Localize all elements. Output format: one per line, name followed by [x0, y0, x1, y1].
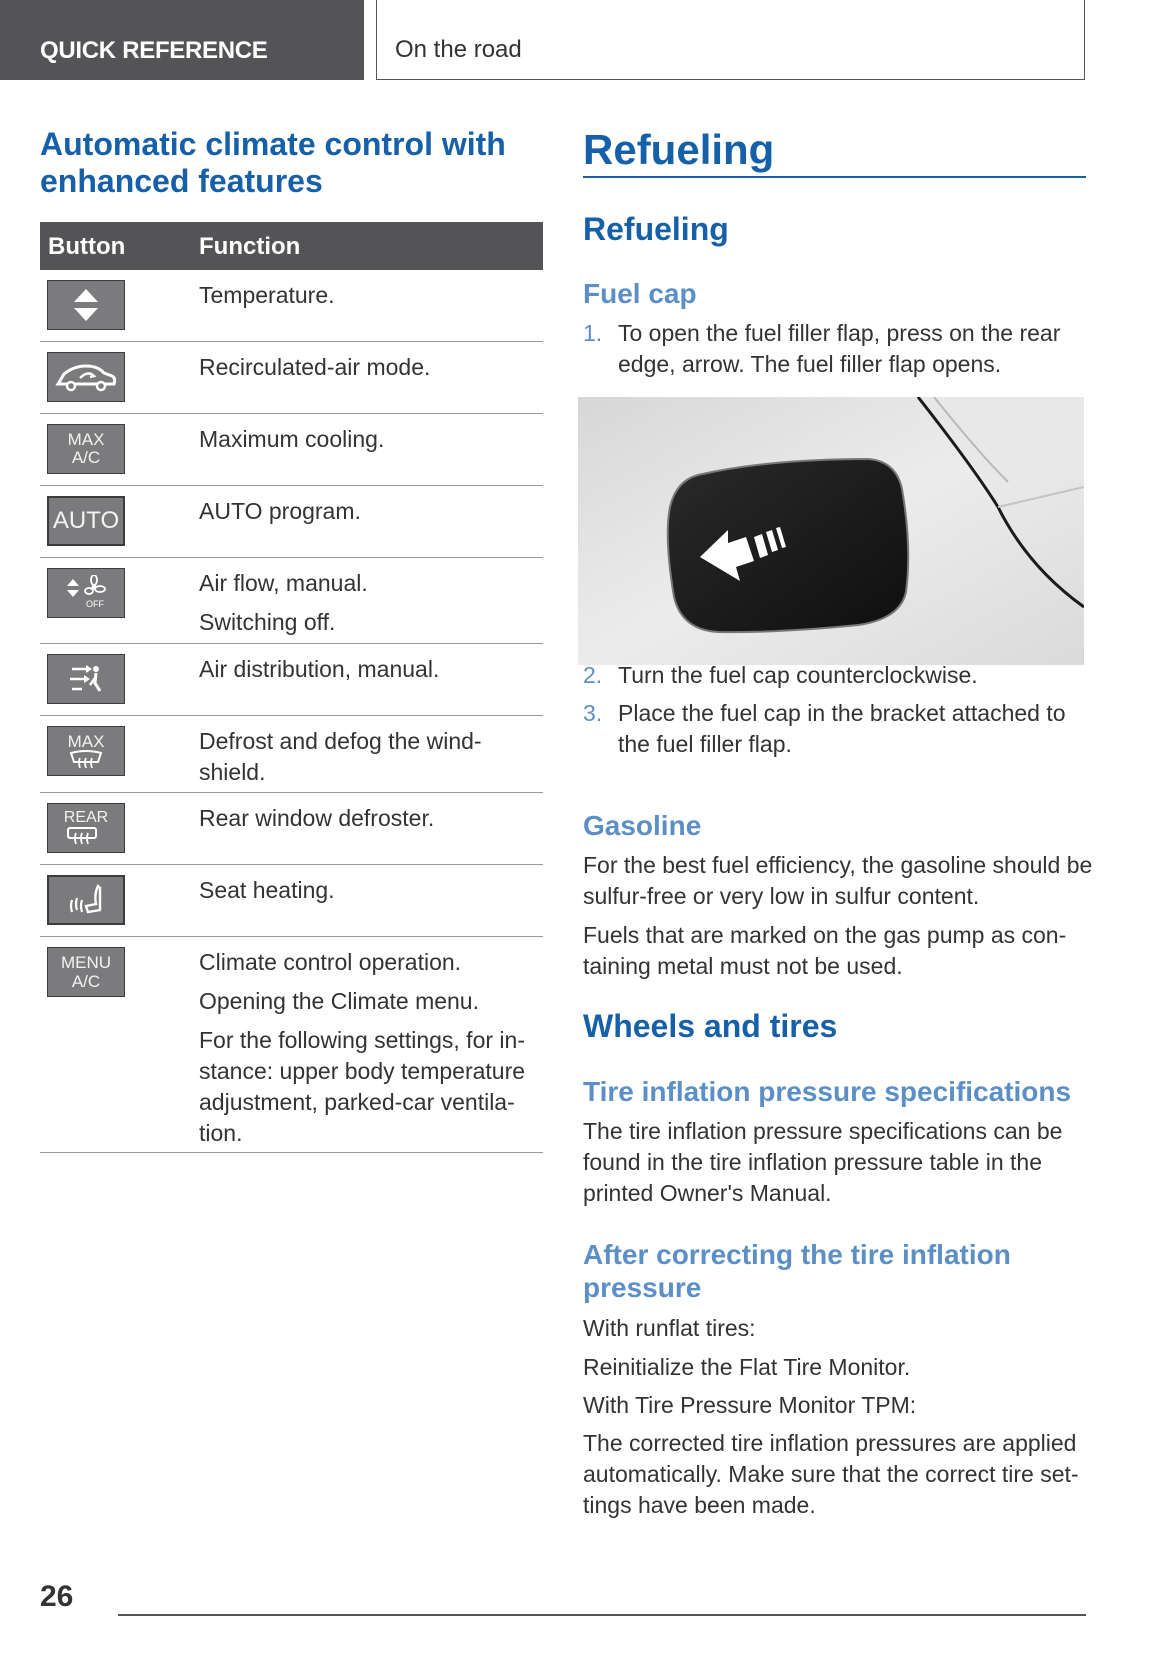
function-text: Temperature.	[199, 282, 335, 308]
column-header-function: Function	[199, 233, 301, 260]
after-correcting-paragraph: Reinitialize the Flat Tire Monitor.	[583, 1354, 911, 1380]
function-text: Air flow, manual.	[199, 570, 368, 596]
chapter-tab	[376, 0, 1085, 80]
list-item	[583, 660, 1093, 694]
section-label: QUICK REFERENCE	[40, 37, 268, 64]
column-header-button: Button	[48, 233, 126, 260]
function-text: Opening the Climate menu.	[199, 988, 479, 1014]
auto-icon	[47, 496, 125, 546]
step-text: To open the fuel filler flap, press on the rear edge, arrow. The fuel filler flap opens.	[618, 320, 1061, 377]
icon-label: MAX	[67, 430, 105, 449]
list-item	[583, 698, 1093, 762]
table-row	[40, 486, 543, 558]
climate-buttons-table	[40, 222, 543, 1153]
rear-window-icon	[64, 826, 100, 846]
fan-off-icon	[47, 568, 125, 618]
page-number: 26	[40, 1580, 74, 1613]
seat-heating-icon	[47, 875, 125, 925]
temperature-arrows-icon	[47, 280, 125, 330]
function-text: For the following settings, for in-stance: upper body temperature adjustment, parked-car ventila-tion.	[199, 1027, 526, 1146]
function-text: AUTO program.	[199, 498, 361, 524]
recirculated-air-icon	[47, 352, 125, 402]
gasoline-paragraph: Fuels that are marked on the gas pump as con-taining metal must not be used.	[583, 922, 1067, 979]
icon-label: MAX	[67, 731, 105, 751]
icon-label: A/C	[71, 448, 101, 467]
fuel-filler-flap-photo	[578, 397, 1084, 665]
table-row	[40, 937, 543, 1153]
icon-label: OFF	[86, 599, 104, 609]
after-correcting-heading: After correcting the tire inflation pressure	[583, 1239, 1011, 1303]
icon-label: MENU	[60, 953, 112, 972]
table-row	[40, 716, 543, 793]
after-correcting-paragraph: The corrected tire inflation pressures are applied automatically. Make sure that the correct tire set-tings have been made.	[583, 1430, 1079, 1518]
step-number: 1.	[583, 320, 603, 346]
max-ac-icon	[47, 424, 125, 474]
function-text: Climate control operation.	[199, 949, 462, 975]
function-text: Maximum cooling.	[199, 426, 385, 452]
icon-label: AUTO	[52, 507, 120, 534]
step-number: 3.	[583, 700, 603, 726]
list-item	[583, 318, 1093, 382]
step-number: 2.	[583, 662, 603, 688]
air-distribution-icon	[47, 654, 125, 704]
chapter-title: Refueling	[583, 126, 775, 173]
function-text: Air distribution, manual.	[199, 656, 440, 682]
table-row	[40, 793, 543, 865]
step-text: Place the fuel cap in the bracket attached to the fuel filler flap.	[618, 700, 1066, 757]
table-row	[40, 644, 543, 716]
tire-specs-paragraph: The tire inflation pressure specifications can be found in the tire inflation pressure table in the printed Owner's Manual.	[583, 1118, 1063, 1206]
table-row	[40, 414, 543, 486]
gasoline-paragraph: For the best fuel efficiency, the gasoline should be sulfur-free or very low in sulfur content.	[583, 852, 1093, 909]
rear-defrost-icon	[47, 803, 125, 853]
gasoline-heading: Gasoline	[583, 810, 702, 841]
after-correcting-paragraph: With runflat tires:	[583, 1315, 756, 1341]
table-row	[40, 558, 543, 644]
icon-label: REAR	[63, 809, 109, 826]
tire-specs-heading: Tire inflation pressure specifications	[583, 1076, 1072, 1107]
table-row	[40, 342, 543, 414]
icon-label: A/C	[71, 972, 101, 991]
function-text: Rear window defroster.	[199, 805, 435, 831]
table-row	[40, 270, 543, 342]
climate-section-title: Automatic climate control with enhanced features	[40, 126, 506, 199]
section-tab	[0, 0, 364, 80]
function-text: Seat heating.	[199, 877, 335, 903]
function-text: Defrost and defog the wind-shield.	[199, 728, 482, 785]
table-row	[40, 865, 543, 937]
step-text: Turn the fuel cap counterclockwise.	[618, 662, 978, 688]
max-defrost-icon	[47, 726, 125, 776]
chapter-label: On the road	[395, 36, 522, 63]
refueling-heading: Refueling	[583, 211, 729, 247]
function-text: Recirculated-air mode.	[199, 354, 431, 380]
windshield-defrost-icon	[68, 750, 104, 770]
fuel-cap-heading: Fuel cap	[583, 278, 697, 309]
menu-ac-icon	[47, 947, 125, 997]
function-text: Switching off.	[199, 609, 336, 635]
footer-rule	[118, 1614, 1086, 1616]
after-correcting-paragraph: With Tire Pressure Monitor TPM:	[583, 1392, 917, 1418]
title-rule	[583, 176, 1086, 178]
wheels-tires-heading: Wheels and tires	[583, 1008, 838, 1044]
table-header	[40, 222, 543, 270]
